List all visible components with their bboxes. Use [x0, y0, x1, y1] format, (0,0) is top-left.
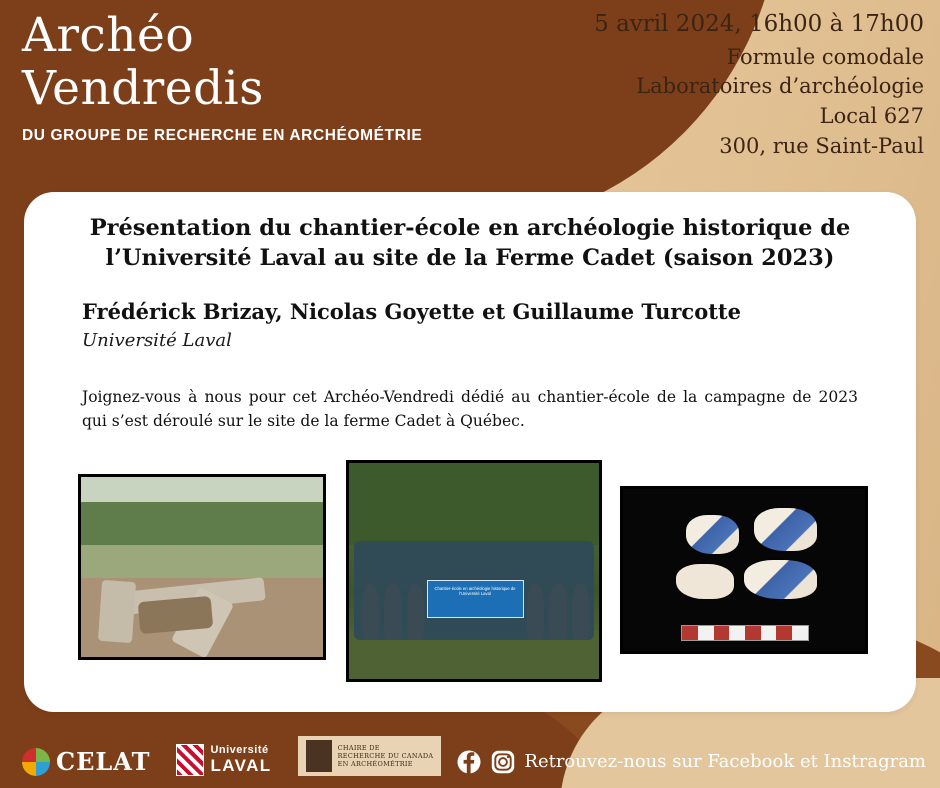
social-text: Retrouvez-nous sur Facebook et Instragram — [524, 751, 926, 772]
photo-scale-bar — [681, 625, 809, 642]
photo1-treeline — [81, 502, 323, 549]
celat-logo — [22, 747, 150, 776]
poster-subtitle: DU GROUPE DE RECHERCHE EN ARCHÉOMÉTRIE — [22, 127, 423, 145]
sherd-fragment — [744, 560, 817, 599]
photo2-person — [384, 584, 402, 640]
chaire-recherche-canada-logo — [298, 736, 442, 776]
photo-ceramic-sherds — [620, 486, 868, 654]
photo1-stone-wall-b — [98, 580, 136, 643]
scale-segment — [682, 626, 698, 641]
photo-field-school-group — [346, 460, 602, 682]
photo-row — [24, 460, 916, 690]
celat-logo-text: CELAT — [56, 747, 151, 776]
poster-title-line2: Vendredis — [22, 60, 264, 116]
crc-logo-text — [338, 744, 434, 768]
event-room: Local 627 — [819, 104, 924, 129]
crc-logo-line2: RECHERCHE DU CANADA — [337, 751, 434, 760]
scale-segment — [776, 626, 792, 641]
crc-logo-line1: CHAIRE DE — [337, 743, 380, 752]
scale-segment — [792, 626, 808, 641]
talk-abstract: Joignez-vous à nous pour cet Archéo-Vendredi dédié au chantier-école de la campagne de 2023 qui s’est déroulé sur le site de la ferme Cadet à Québec. — [82, 388, 858, 431]
event-details — [504, 8, 924, 162]
laval-logo-text — [210, 744, 271, 776]
sherd-fragment — [754, 508, 817, 550]
scale-segment — [729, 626, 745, 641]
laval-logo-line1: Université — [210, 743, 269, 756]
photo2-person — [362, 584, 380, 640]
photo-excavation-trench — [78, 474, 326, 660]
content-card — [24, 192, 916, 712]
photo2-forest-canopy — [349, 463, 599, 545]
crc-logo-line3: EN ARCHÉOMÉTRIE — [337, 760, 413, 769]
facebook-icon[interactable] — [456, 749, 481, 774]
scale-segment — [698, 626, 714, 641]
poster-header — [0, 0, 940, 190]
event-format: Formule comodale — [726, 44, 924, 69]
event-address: 300, rue Saint-Paul — [719, 134, 924, 159]
talk-affiliation: Université Laval — [82, 330, 232, 352]
social-block — [456, 749, 926, 774]
laval-crest-icon — [176, 744, 204, 776]
scale-segment — [714, 626, 730, 641]
photo2-banner — [427, 580, 524, 619]
poster-footer — [0, 710, 940, 788]
instagram-icon[interactable] — [490, 749, 515, 774]
talk-title: Présentation du chantier-école en archéologie historique de l’Université Laval au site de la Ferme Cadet (saison 2023) — [89, 215, 851, 271]
laval-logo-line2: LAVAL — [210, 756, 272, 776]
poster-title-line1: Archéo — [22, 8, 195, 63]
event-datetime: 5 avril 2024, 16h00 à 17h00 — [594, 11, 924, 37]
sherd-fragment — [676, 564, 734, 600]
sherd-fragment — [686, 515, 739, 554]
scale-segment — [745, 626, 761, 641]
photo2-person — [407, 584, 425, 640]
event-venue: Laboratoires d’archéologie — [636, 74, 924, 99]
photo2-person — [549, 584, 567, 640]
celat-mark-icon — [22, 748, 50, 776]
photo2-person — [527, 584, 545, 640]
scale-segment — [761, 626, 777, 641]
logo-row — [22, 736, 441, 776]
photo2-banner-text: Chantier-école en archéologie historique de l’Université Laval — [434, 585, 516, 597]
title-block — [22, 10, 542, 145]
universite-laval-logo — [176, 744, 271, 776]
talk-authors: Frédérick Brizay, Nicolas Goyette et Guillaume Turcotte — [82, 299, 741, 325]
photo2-person — [572, 584, 590, 640]
crc-emblem-icon — [306, 740, 332, 772]
